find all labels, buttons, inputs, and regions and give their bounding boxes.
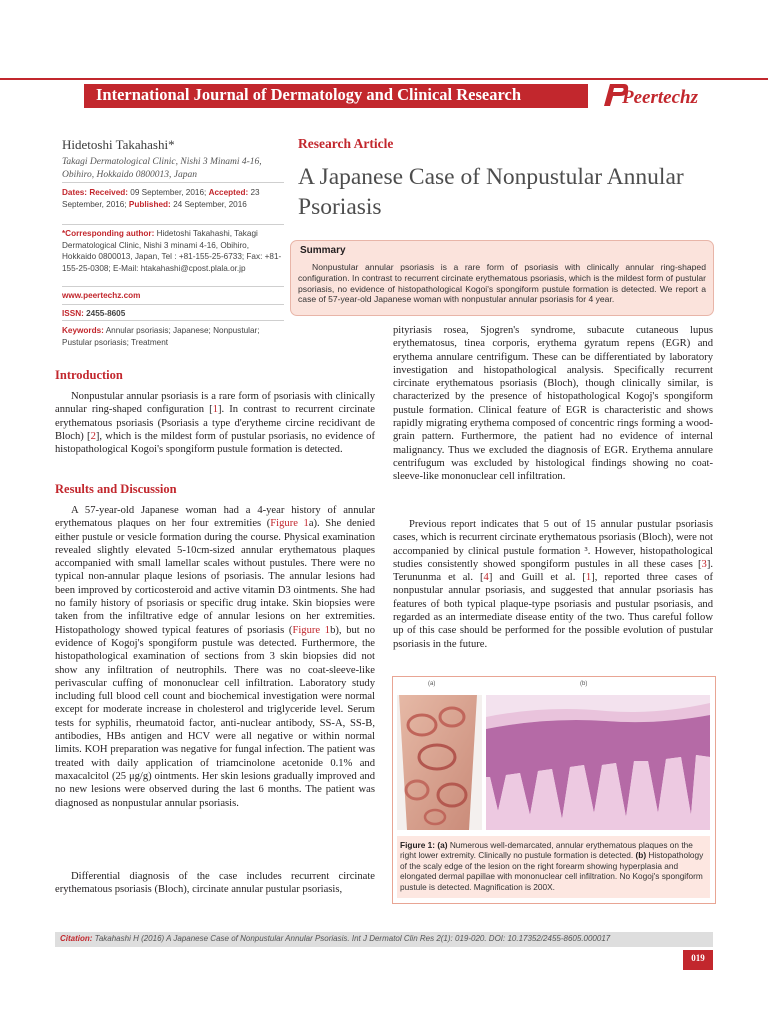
article-type: Research Article [298,136,394,151]
author-name: Hidetoshi Takahashi* [62,137,175,152]
article-title: A Japanese Case of Nonpustular Annular Psoriasis [298,164,684,220]
clinical-photo [397,695,482,830]
article-dates: Dates: Received: 09 September, 2016; Accepted: 23 September, 2016; Published: 24 September, 2016 [62,188,260,209]
divider [62,286,284,287]
issn: ISSN: 2455-8605 [62,309,126,318]
results-heading: Results and Discussion [55,482,177,496]
reference-link[interactable]: 1 [585,572,592,584]
journal-title: International Journal of Dermatology and Clinical Research [96,85,522,104]
figure-panel-label: (b) [580,681,588,687]
figure-caption: Figure 1: (a) Numerous well-demarcated, annular erythematous plaques on the right lower extremity. Clinically no pustule formation is detected. (b) Histopathology of the scaly edge of the lesion on the right forearm showing hyperplasia and elongated dermal papillae with mononuclear cell infiltration. No Kogoj's spongiform pustule is detected. Magnification is 200X. [400,840,704,892]
top-rule [0,78,768,80]
website-link[interactable]: www.peertechz.com [62,291,141,300]
keywords: Keywords: Annular psoriasis; Japanese; Nonpustular; Pustular psoriasis; Treatment [62,326,260,347]
summary-heading: Summary [300,245,346,256]
figure-link[interactable]: Figure 1 [270,518,309,530]
figure-link[interactable]: Figure 1 [292,624,331,636]
page-number: 019 [691,953,705,963]
divider [62,182,284,183]
divider [62,224,284,225]
figure-panel-label: (a) [428,681,436,687]
reference-link[interactable]: 2 [90,430,96,442]
histopathology-photo [486,695,710,830]
reference-link[interactable]: 4 [483,572,489,584]
citation: Citation: Takahashi H (2016) A Japanese Case of Nonpustular Annular Psoriasis. Int J Dermatol Clin Res 2(1): 019-020. DOI: 10.17352/2455-8605.000017 [60,934,611,943]
introduction-heading: Introduction [55,368,123,382]
divider [62,320,284,321]
divider [62,304,284,305]
results-paragraph: A 57-year-old Japanese woman had a 4-year history of annular erythematous plaques on her four extremities (Figure 1a). She denied either pustule or vesicle formation during the course. Physical examination revealed slightly elevated 5-10cm-sized annular erythematous plaques accompanied with small lamellar scales without pustules. There were no typical non-annular plaque lesions of psoriasis. The annular lesions had been improved by corticosteroid and active vitamin D3 ointments. She had no family history of psoriasis or specific drug intake. Skin biopsies were taken from the infiltrative edge of annular lesions on her extremities. Histopathology showed typical features of psoriasis (Figure 1b), but no evidence of Kogoj's spongiform pustule was detected. Furthermore, the histopathological examination of sections from 3 skin biopsies did not show any infiltration of neutrophils. There was no coat-sleeve-like perivascular cuffing of mononuclear cell infiltration. Laboratory study including full blood cell count and biochemical investigation were normal except for moderate increase in cholesterol and triglyceride level. Serum tests for syphilis, rheumatoid factor, anti-nuclear antibody, SS-A, SS-B, antibodies, HBs antigen and HCV were all negative or within normal limits. KOH preparation was negative for fungal infection. The patient was treated with daily application of triamcinolone acetonide 0.1% and maxacalcitol (25 μg/g) ointments. Her skin lesions gradually improved and no new lesions were observed during the last 6 months. The patient was diagnosed as nonpustular annular psoriasis. [55,505,376,809]
discussion-paragraph: Previous report indicates that 5 out of 15 annular pustular psoriasis cases, which is recurrent circinate erythematous psoriasis (Bloch), were not accompanied by clinical pustule formation ³. However, histopathological studies consistently showed spongiform pustules in all these cases [3]. Terununma et al. [4] and Guill et al. [1], reported three cases of nonpustular annular psoriasis, and suggested that annular psoriasis has features of both typical plaque-type psoriasis and pustular psoriasis, and regarded as an intermediate disease entity of the two. Thus careful follow up of this case should be performed for the possible evolution of pustular psoriasis in the future. [393,519,713,650]
publisher-name: Peertechz [622,87,698,108]
introduction-paragraph: Nonpustular annular psoriasis is a rare form of psoriasis with clinically annular ring-shaped configuration [1]. In contrast to recurrent circinate erythematous psoriasis (Psoriasis a type d'erytheme circine recidivant de Bloch) [2], which is the mildest form of pustular psoriasis, no evidence of histopathological Kogoi's spongiform pustule formation is detected. [55,391,375,456]
author-affiliation: Takagi Dermatological Clinic, Nishi 3 Minami 4-16, Obihiro, Hokkaido 0800013, Japan [62,157,262,180]
reference-link[interactable]: 1 [212,404,218,416]
summary-text: Nonpustular annular psoriasis is a rare form of psoriasis with clinically annular ring-shaped configuration. In contrast to recurrent circinate erythematous psoriasis, which is the mildest form of pustular psoriasis, no evidence of histopathological Kogoi's spongiform pustule formation is detected. We report a case of 57-year-old Japanese woman with nonpustular annular psoriasis for 4 year. [298,262,706,305]
reference-link[interactable]: 3 [701,558,707,570]
discussion-paragraph: pityriasis rosea, Sjogren's syndrome, subacute cutaneous lupus erythematosus, tinea corporis, erythema gyratum repens (EGR) and erythema annulare centrifigum. These can be differentiated by laboratory investigation and histopathological analysis. Specifically recurrent circinate erythematous psoriasis (Bloch), though clinically similar, is characterized by the presence of histopathological Kogoj's spongiform pustule formation. Clinical feature of EGR is characteristic and shows rapidly migrating erythema composed of concentric rings forming a wood-grain pattern. Furthermore, the patient had no evidence of internal malignancy. Thus we excluded the diagnosis of EGR. Erythema annulare centrifugum was excluded by histological findings showing no coat-sleeve-like mononuclear cell infiltration. [393,325,713,483]
corresponding-author: *Corresponding author: Hidetoshi Takahashi, Takagi Dermatological Clinic, Nishi 3 minami 4-16, Obihiro, Hokkaido 0800013, Japan, Tel : +81-155-25-6733; Fax: +81-155-25-0308; E-Mail: htakahashi@cpost.plala.or.jp [62,229,282,273]
differential-paragraph: Differential diagnosis of the case includes recurrent circinate erythematous psoriasis (Bloch), circinate annular pustular psoriasis, [55,871,375,896]
